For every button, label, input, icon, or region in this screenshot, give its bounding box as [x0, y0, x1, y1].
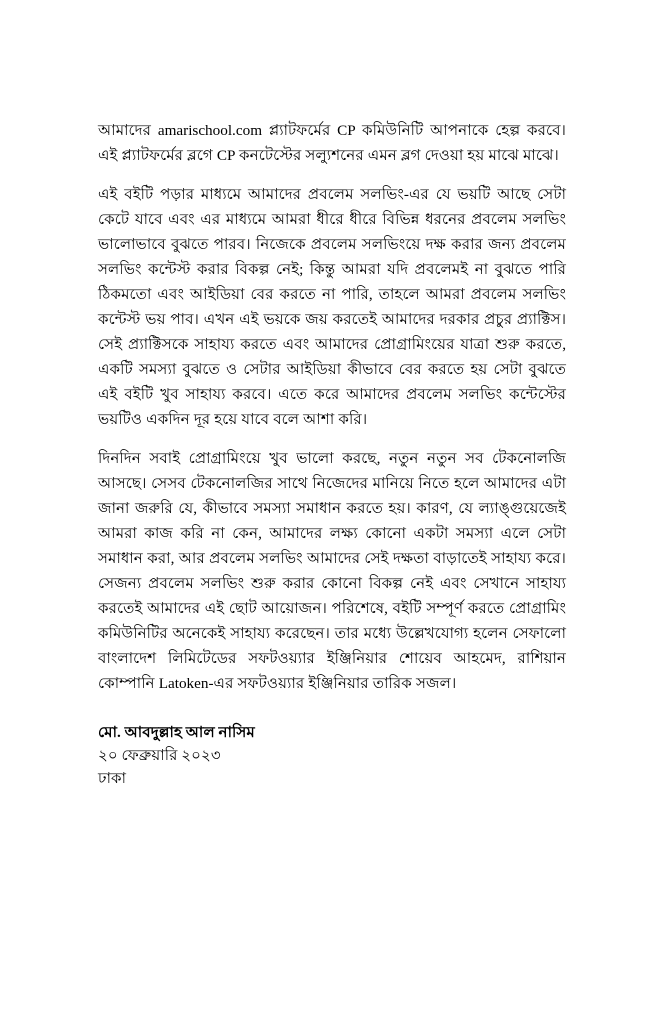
paragraph-3: দিনদিন সবাই প্রোগ্রামিংয়ে খুব ভালো করছে, নতুন নতুন সব টেকনোলজি আসছে। সেসব টেকনোলজির সাথে নিজেদের মানিয়ে নিতে হলে আমাদের এটা জানা জরুরি যে, কীভাবে সমস্যা সমাধান করতে হয়। কারণ, যে ল্যাঙ্গুয়েজেই আমরা কাজ করি না কেন, আমাদের লক্ষ্য কোনো একটা সমস্যা এলে সেটা সমাধান করা, আর প্রবলেম সলভিং আমাদের সেই দক্ষতা বাড়াতেই সাহায্য করে। সেজন্য প্রবলেম সলভিং শুরু করার কোনো বিকল্প নেই এবং সেখানে সাহায্য করতেই আমাদের এই ছোট আয়োজন। পরিশেষে, বইটি সম্পূর্ণ করতে প্রোগ্রামিং কমিউনিটির অনেকেই সাহায্য করেছেন। তার মধ্যে উল্লেখযোগ্য হলেন সেফালো বাংলাদেশ লিমিটেডের সফটওয়্যার ইঞ্জিনিয়ার শোয়েব আহমেদ, রাশিয়ান কোম্পানি Latoken-এর সফটওয়্যার ইঞ্জিনিয়ার তারিক সজল। — [98, 450, 566, 692]
paragraph-2: এই বইটি পড়ার মাধ্যমে আমাদের প্রবলেম সলভিং-এর যে ভয়টি আছে সেটা কেটে যাবে এবং এর মাধ্যমে আমরা ধীরে ধীরে বিভিন্ন ধরনের প্রবলেম সলভিং ভালোভাবে বুঝতে পারব। নিজেকে প্রবলেম সলভিংয়ে দক্ষ করার জন্য প্রবলেম সলভিং কন্টেস্ট করার বিকল্প নেই; কিন্তু আমরা যদি প্রবলেমই না বুঝতে পারি ঠিকমতো এবং আইডিয়া বের করতে না পারি, তাহলে আমরা প্রবলেম সলভিং কন্টেস্ট ভয় পাব। এখন এই ভয়কে জয় করতেই আমাদের দরকার প্রচুর প্র্যাক্টিস। সেই প্র্যাক্টিসকে সাহায্য করতে এবং আমাদের প্রোগ্রামিংয়ের যাত্রা শুরু করতে, একটি সমস্যা বুঝতে ও সেটার আইডিয়া কীভাবে বের করতে হয় সেটা বুঝতে এই বইটি খুব সাহায্য করবে। এতে করে আমাদের প্রবলেম সলভিং কন্টেস্টের ভয়টিও একদিন দূর হয়ে যাবে বলে আশা করি। — [98, 186, 566, 428]
signature-location: ঢাকা — [98, 770, 127, 787]
document-body — [98, 118, 566, 790]
signature-author-name: মো. আবদুল্লাহ আল নাসিম — [98, 724, 255, 741]
signature-date: ২০ ফেব্রুয়ারি ২০২৩ — [98, 747, 221, 764]
signature-block — [98, 721, 566, 790]
paragraph-1: আমাদের amarischool.com প্ল্যাটফর্মের CP কমিউনিটি আপনাকে হেল্প করবে। এই প্ল্যাটফর্মের ব্লগে CP কনটেস্টের সল্যুশনের এমন ব্লগ দেওয়া হয় মাঝে মাঝে। — [98, 122, 566, 164]
